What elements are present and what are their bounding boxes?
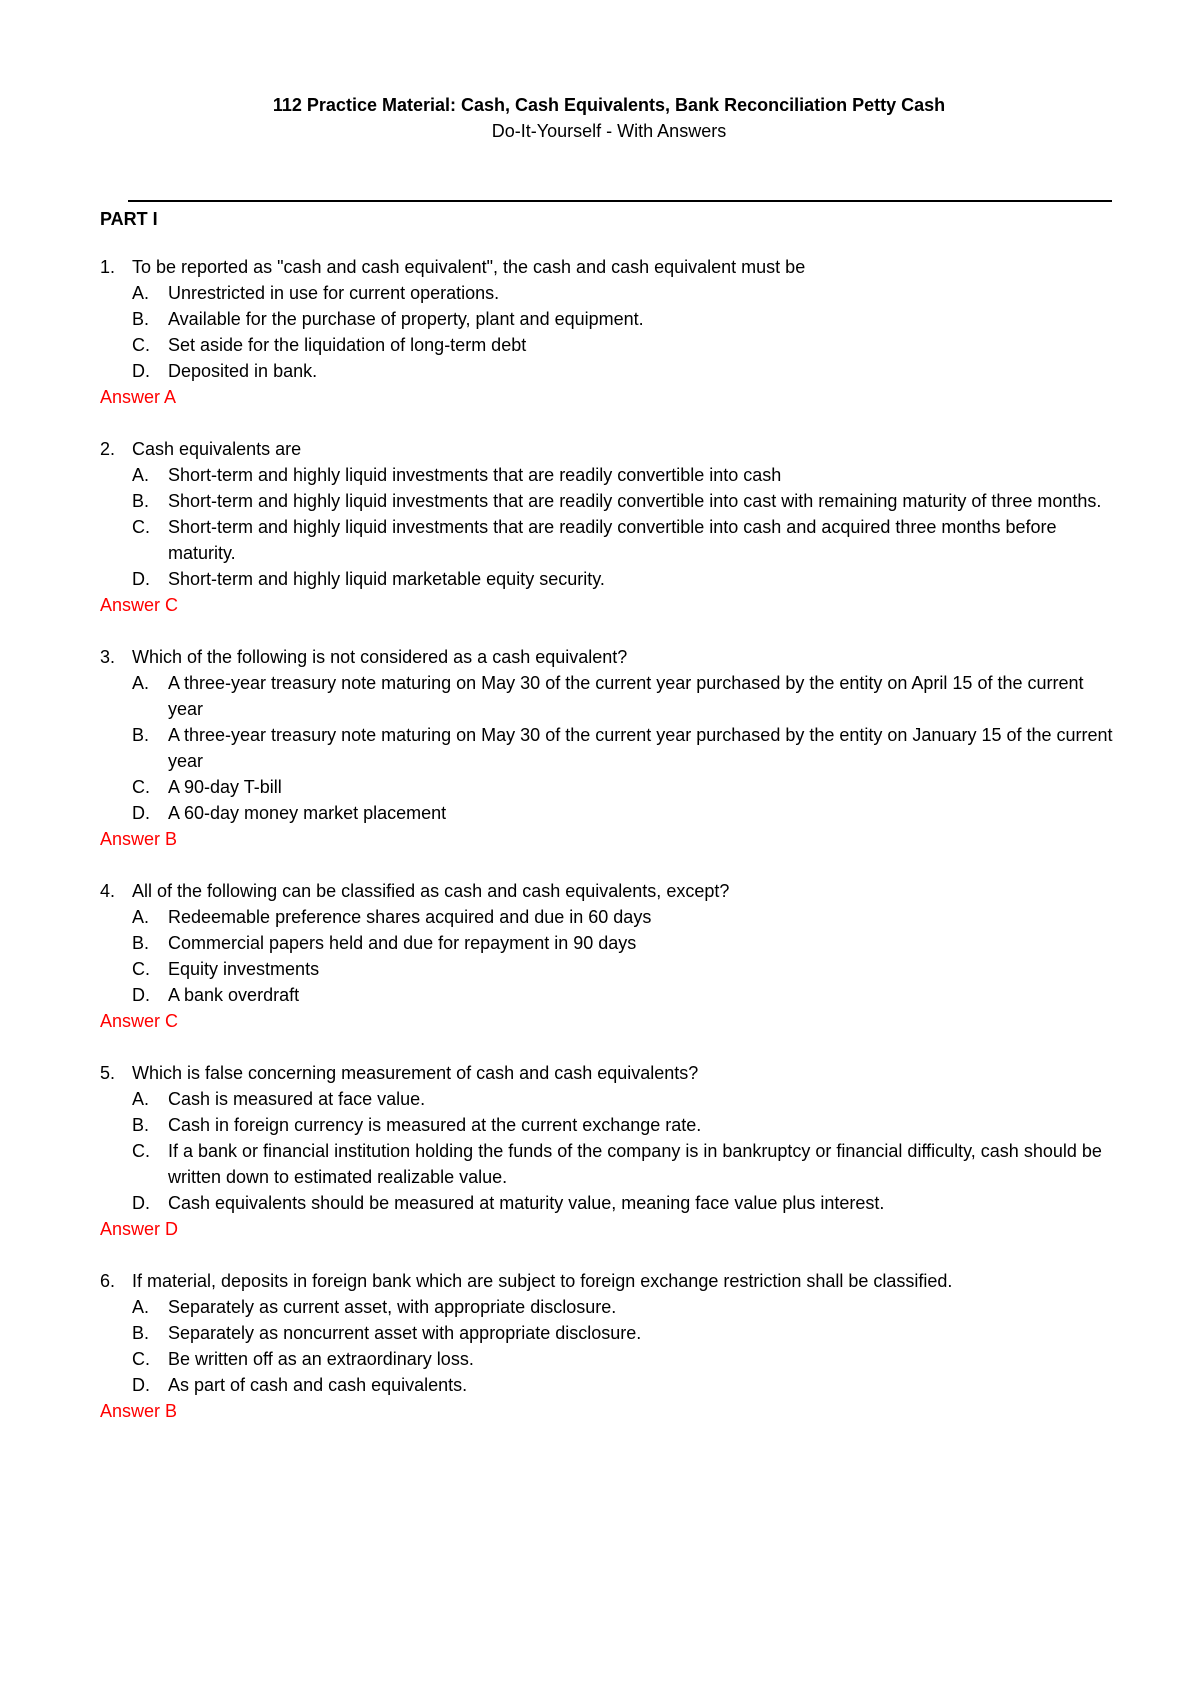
document-subtitle: Do-It-Yourself - With Answers [491,121,727,141]
option-letter: C. [132,959,150,979]
option-text: Available for the purchase of property, plant and equipment. [168,309,644,329]
question-5 [100,1060,1120,1242]
option-letter: C. [132,1349,150,1369]
option-item [132,306,1120,332]
option-letter: D. [132,1375,150,1395]
question-number: 6. [100,1271,116,1291]
questions-section [100,206,1120,1450]
option-text: Unrestricted in use for current operations. [168,283,500,303]
option-text: If a bank or financial institution holding the funds of the company is in bankruptcy or financial difficulty, cash should be written down to estimated realizable value. [168,1141,1102,1187]
question-3 [100,644,1120,852]
option-item [132,800,1120,826]
option-text: Short-term and highly liquid investments that are readily convertible into cast with remaining maturity of three months. [168,491,1102,511]
option-item [132,462,1120,488]
option-item [132,956,1120,982]
question-line [100,436,1120,462]
option-letter: C. [132,517,150,537]
option-text: A three-year treasury note maturing on May 30 of the current year purchased by the entity on January 15 of the current year [168,725,1113,771]
answer-label: Answer B [100,1401,178,1421]
question-6 [100,1268,1120,1424]
option-text: A three-year treasury note maturing on May 30 of the current year purchased by the entity on April 15 of the current year [168,673,1084,719]
question-list [100,254,1120,1424]
option-item [132,358,1120,384]
question-text: To be reported as "cash and cash equivalent", the cash and cash equivalent must be [132,257,806,277]
option-item [132,1190,1120,1216]
option-letter: B. [132,725,150,745]
option-item [132,514,1120,566]
option-item [132,930,1120,956]
question-line [100,254,1120,280]
document-title: 112 Practice Material: Cash, Cash Equivalents, Bank Reconciliation Petty Cash [272,95,946,115]
option-letter: D. [132,361,150,381]
option-item [132,722,1120,774]
option-item [132,1138,1120,1190]
question-1 [100,254,1120,410]
answer-label: Answer C [100,1011,179,1031]
option-letter: B. [132,491,150,511]
option-item [132,1346,1120,1372]
question-number: 1. [100,257,116,277]
question-line [100,1268,1120,1294]
answer-label: Answer A [100,387,177,407]
option-text: A 60-day money market placement [168,803,447,823]
option-text: Be written off as an extraordinary loss. [168,1349,474,1369]
option-letter: B. [132,933,150,953]
answer-label: Answer D [100,1219,179,1239]
option-text: Deposited in bank. [168,361,318,381]
option-list [100,670,1120,826]
option-letter: A. [132,283,150,303]
option-text: Set aside for the liquidation of long-term debt [168,335,527,355]
question-number: 4. [100,881,116,901]
option-item [132,670,1120,722]
question-text: Which is false concerning measurement of cash and cash equivalents? [132,1063,699,1083]
option-letter: C. [132,335,150,355]
answer-label: Answer C [100,595,179,615]
question-line [100,644,1120,670]
option-letter: D. [132,803,150,823]
question-text: If material, deposits in foreign bank which are subject to foreign exchange restriction shall be classified. [132,1271,953,1291]
option-list [100,280,1120,384]
option-item [132,1372,1120,1398]
question-text: All of the following can be classified as cash and cash equivalents, except? [132,881,730,901]
option-text: Short-term and highly liquid marketable equity security. [168,569,605,589]
header-divider [128,200,1112,202]
option-item [132,332,1120,358]
option-list [100,462,1120,592]
option-text: Short-term and highly liquid investments that are readily convertible into cash [168,465,782,485]
option-item [132,488,1120,514]
option-item [132,1086,1120,1112]
option-list [100,1086,1120,1216]
option-text: Cash is measured at face value. [168,1089,426,1109]
question-number: 5. [100,1063,116,1083]
option-letter: C. [132,1141,150,1161]
option-letter: D. [132,985,150,1005]
question-2 [100,436,1120,618]
option-list [100,904,1120,1008]
option-item [132,280,1120,306]
question-number: 2. [100,439,116,459]
option-item [132,1112,1120,1138]
question-line [100,878,1120,904]
option-letter: A. [132,465,150,485]
option-text: As part of cash and cash equivalents. [168,1375,468,1395]
option-item [132,1320,1120,1346]
option-letter: D. [132,569,150,589]
option-letter: C. [132,777,150,797]
option-text: Commercial papers held and due for repayment in 90 days [168,933,637,953]
question-text: Cash equivalents are [132,439,302,459]
option-item [132,1294,1120,1320]
option-text: Cash equivalents should be measured at maturity value, meaning face value plus interest. [168,1193,885,1213]
option-text: Equity investments [168,959,320,979]
option-item [132,566,1120,592]
question-4 [100,878,1120,1034]
option-list [100,1294,1120,1398]
option-text: Redeemable preference shares acquired and due in 60 days [168,907,652,927]
option-text: A bank overdraft [168,985,300,1005]
question-line [100,1060,1120,1086]
option-letter: A. [132,1297,150,1317]
option-letter: A. [132,1089,150,1109]
option-text: Separately as noncurrent asset with appropriate disclosure. [168,1323,642,1343]
option-text: Separately as current asset, with appropriate disclosure. [168,1297,617,1317]
part-heading: PART I [100,209,158,229]
question-text: Which of the following is not considered as a cash equivalent? [132,647,628,667]
option-text: Short-term and highly liquid investments that are readily convertible into cash and acquired three months before maturity. [168,517,1057,563]
answer-label: Answer B [100,829,178,849]
option-item [132,774,1120,800]
option-letter: B. [132,1323,150,1343]
question-number: 3. [100,647,116,667]
option-letter: B. [132,1115,150,1135]
option-text: A 90-day T-bill [168,777,282,797]
option-letter: D. [132,1193,150,1213]
option-letter: A. [132,907,150,927]
option-item [132,904,1120,930]
option-item [132,982,1120,1008]
option-letter: A. [132,673,150,693]
option-letter: B. [132,309,150,329]
option-text: Cash in foreign currency is measured at the current exchange rate. [168,1115,702,1135]
